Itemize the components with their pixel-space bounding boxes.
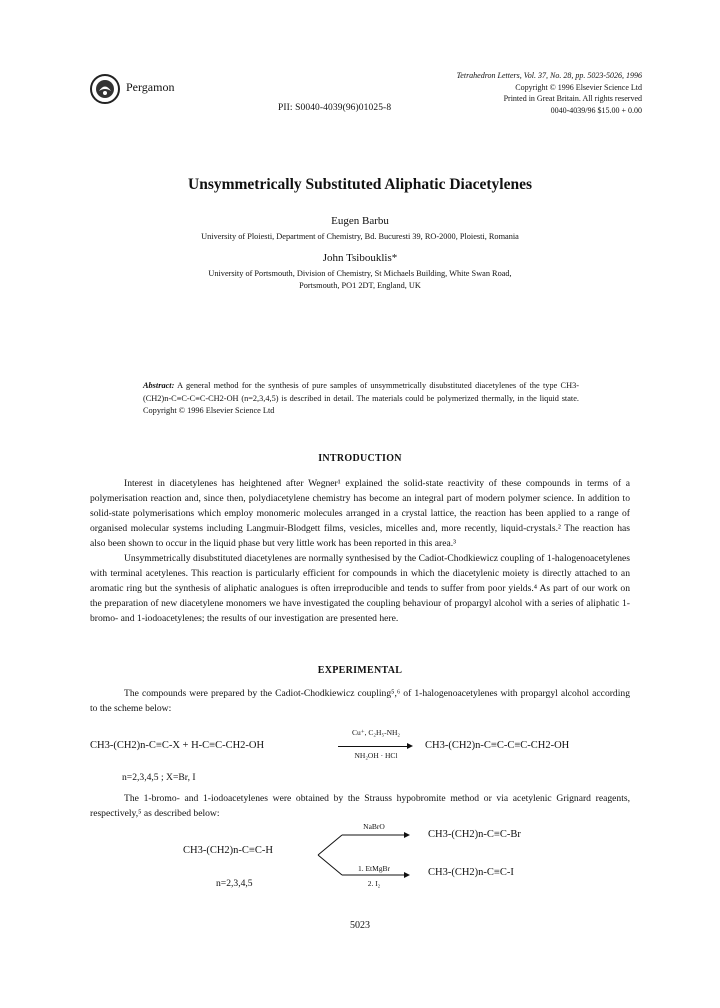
abstract bbox=[143, 380, 579, 418]
pii: PII: S0040-4039(96)01025-8 bbox=[278, 103, 392, 113]
paragraph-text: The compounds were prepared by the Cadiot-Chodkiewicz coupling⁵,⁶ of 1-halogenoacetylenes with propargyl alcohol according to the scheme below: bbox=[90, 688, 630, 714]
author-name: Eugen Barbu bbox=[331, 215, 389, 227]
paragraph bbox=[90, 686, 630, 716]
copyright-line: Copyright © 1996 Elsevier Science Ltd bbox=[515, 82, 642, 92]
scheme2-lower-reagent-1: 1. EtMgBr bbox=[357, 864, 391, 873]
author-affiliation-line2: Portsmouth, PO1 2DT, England, UK bbox=[299, 281, 421, 290]
scheme1-reagent-bottom: NH₂OH · HCl bbox=[354, 751, 398, 760]
scheme1-arrow bbox=[338, 746, 408, 747]
scheme1-reagent-top: Cu⁺, C₂H₅-NH₂ bbox=[351, 728, 401, 737]
author-affiliation: University of Ploiesti, Department of Chemistry, Bd. Bucuresti 39, RO-2000, Ploiesti, Romania bbox=[201, 232, 519, 241]
scheme2-lower-reagent-2: 2. I₂ bbox=[367, 879, 381, 888]
author-name: John Tsibouklis* bbox=[322, 252, 398, 264]
abstract-text: A general method for the synthesis of pure samples of unsymmetrically disubstituted diacetylenes of the type CH3-(CH2)n-C≡C-C≡C-CH2-OH (n=2,3,4,5) is described in detail. The materials could be polymerized thermally, in the liquid state. Copyright © 1996 Elsevier Science Ltd bbox=[143, 381, 579, 415]
scheme1-conditions: n=2,3,4,5 ; X=Br, I bbox=[122, 772, 196, 783]
author-affiliation: University of Portsmouth, Division of Chemistry, St Michaels Building, White Swan Road, bbox=[208, 269, 512, 278]
paragraph: Interest in diacetylenes has heightened after Wegner¹ explained the solid-state reactivity of these compounds in terms of a polymerisation reaction and, since then, polydiacetylene chemistry has become an integral part of modern polymer science. In addition to solid-state polymerisations which employ monomeric molecules arranged in a crystal lattice, the reaction has been applied to a range of organised molecular systems including Langmuir-Blodgett films, vesicles, micelles and, more recently, liquid-crystals.² The reaction has also been shown to occur in the liquid phase but very little work has been reported in this area.³ bbox=[90, 478, 630, 549]
journal-line: Tetrahedron Letters, Vol. 37, No. 28, pp. 5023-5026, 1996 bbox=[456, 71, 642, 80]
arrow-head-icon bbox=[407, 743, 413, 749]
section-heading: INTRODUCTION bbox=[318, 453, 402, 464]
printed-line: Printed in Great Britain. All rights reserved bbox=[503, 94, 642, 103]
scheme2-lower-product: CH3-(CH2)n-C≡C-I bbox=[428, 867, 514, 878]
journal-info bbox=[457, 70, 642, 116]
price-line: 0040-4039/96 $15.00 + 0.00 bbox=[550, 105, 642, 115]
scheme1-reactants: CH3-(CH2)n-C≡C-X + H-C≡C-CH2-OH bbox=[90, 740, 265, 751]
paragraph bbox=[90, 791, 630, 821]
publisher-name: Pergamon bbox=[126, 80, 175, 94]
introduction-body bbox=[90, 476, 630, 626]
scheme1-product: CH3-(CH2)n-C≡C-C≡C-CH2-OH bbox=[425, 740, 570, 751]
scheme2-reactant: CH3-(CH2)n-C≡C-H bbox=[183, 845, 273, 856]
paragraph-text: The 1-bromo- and 1-iodoacetylenes were obtained by the Strauss hypobromite method or via acetylenic Grignard reagents, respectively,⁵ as described below: bbox=[90, 793, 630, 819]
section-heading: EXPERIMENTAL bbox=[317, 665, 403, 676]
scheme2-n-range: n=2,3,4,5 bbox=[216, 878, 253, 889]
page-number: 5023 bbox=[350, 920, 370, 931]
scheme2-upper-reagent: NaBrO bbox=[363, 822, 385, 831]
paper-title: Unsymmetrically Substituted Aliphatic Diacetylenes bbox=[188, 176, 532, 193]
abstract-label: Abstract: bbox=[143, 381, 175, 390]
scheme2-upper-product: CH3-(CH2)n-C≡C-Br bbox=[428, 829, 521, 840]
pergamon-logo-icon bbox=[90, 74, 120, 104]
paragraph: Unsymmetrically disubstituted diacetylenes are normally synthesised by the Cadiot-Chodkiewicz coupling of 1-halogenoacetylenes with terminal acetylenes. This reaction is particularly efficient for compounds in which the diacetylenic moiety is directly attached to an aromatic ring but the synthesis of aliphatic analogues is often irreproducible and tends to suffer from poor yields.⁴ As part of our work on the preparation of new diacetylene monomers we have investigated the coupling behaviour of propargyl alcohol with a series of aliphatic 1-bromo- and 1-iodoacetylenes; the results of our investigation are presented here. bbox=[90, 553, 630, 624]
